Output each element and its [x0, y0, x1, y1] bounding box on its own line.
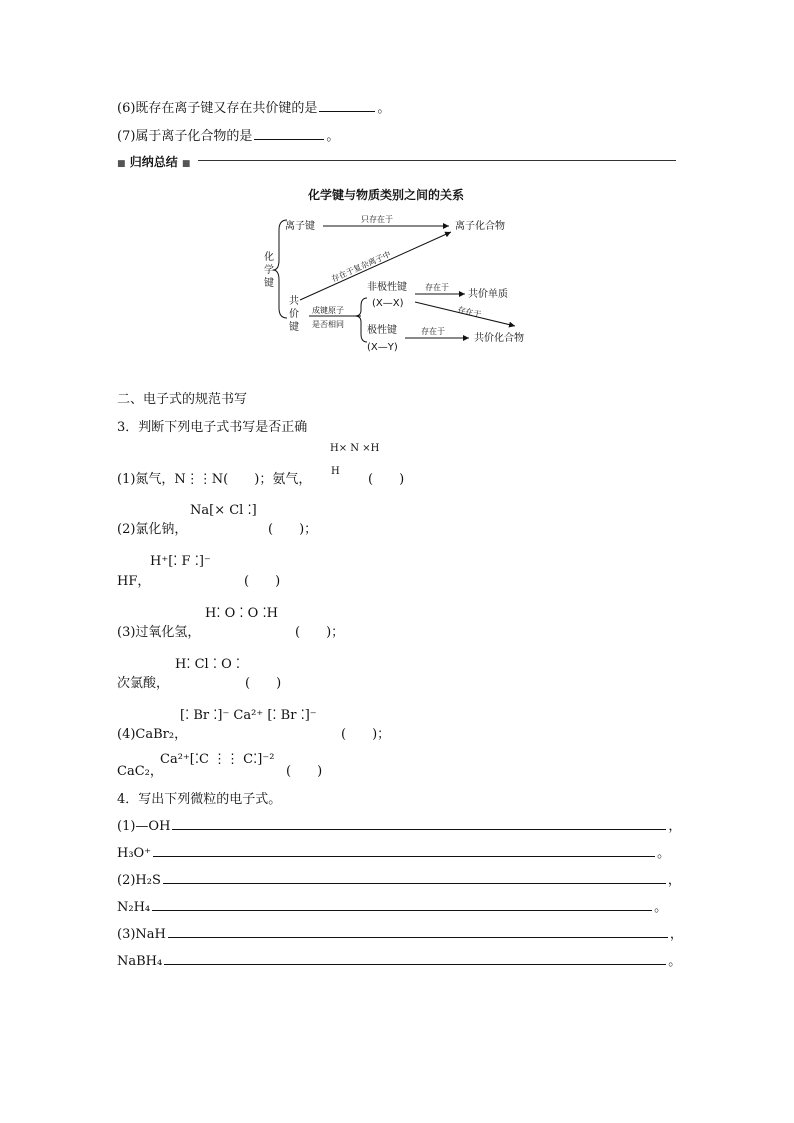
q3-item-1: (1)氮气，N⋮⋮N( )；氨气，	[117, 472, 312, 487]
nonpolar-label: 非极性键	[367, 282, 407, 293]
answer-blank[interactable]	[163, 871, 666, 884]
cac2-formula: Ca²⁺[⁚C ⋮⋮ C⁚]⁻²	[160, 752, 275, 767]
ammonia-formula-bottom: H	[331, 466, 340, 477]
h2o2-formula: H⁚ O ⁚ O ⁚H	[205, 606, 278, 621]
polar-label: 极性键	[367, 325, 397, 336]
q4-row-6: NaBH₄ 。	[117, 954, 682, 969]
summary-title: 归纳总结	[129, 155, 178, 169]
exists-in-1: 存在于	[425, 283, 449, 292]
answer-blank[interactable]	[172, 817, 666, 830]
root-char-1: 化	[264, 252, 274, 263]
hclo-label: 次氯酸，	[117, 676, 170, 691]
nonpolar-formula: (X—X)	[372, 298, 404, 309]
brace	[355, 298, 367, 342]
q4-row-4: N₂H₄ 。	[117, 900, 668, 915]
bond-relationship-diagram	[255, 210, 555, 360]
ionic-compound-label: 离子化合物	[455, 221, 505, 232]
question-7-text: (7)属于离子化合物的是	[117, 129, 253, 144]
answer-paren[interactable]: ( )；	[341, 727, 391, 742]
complex-ion-label: 存在于复杂离子中	[330, 249, 393, 284]
answer-paren[interactable]: ( )；	[295, 625, 345, 640]
hf-formula: H⁺[⁚ F ⁚]⁻	[150, 554, 211, 569]
answer-paren[interactable]: ( )	[244, 574, 281, 589]
bond-atoms-line2: 是否相同	[312, 320, 344, 329]
exists-in-3: 存在于	[421, 327, 445, 336]
bullet-icon: ■	[117, 159, 126, 169]
answer-paren[interactable]: ( )	[245, 676, 282, 691]
polar-formula: (X—Y)	[367, 342, 398, 353]
q4-row-3: (2)H₂S ，	[117, 873, 681, 888]
hf-label: HF，	[117, 574, 151, 589]
section-title: 二、电子式的规范书写	[117, 392, 248, 407]
brace	[273, 220, 287, 318]
cabr2-label: (4)CaBr₂，	[117, 727, 188, 742]
nacl-formula: Na[⨯ Cl ⁚]	[190, 503, 257, 518]
covalent-char-2: 价	[289, 309, 299, 320]
question-7: (7)属于离子化合物的是 。	[117, 129, 340, 144]
question-3-title: 3．判断下列电子式书写是否正确	[117, 420, 308, 435]
summary-divider	[198, 160, 676, 161]
answer-blank[interactable]	[254, 127, 324, 140]
cac2-label: CaC₂，	[117, 764, 163, 779]
summary-heading	[117, 153, 190, 170]
covalent-char-3: 键	[289, 322, 299, 333]
only-in-label: 只存在于	[361, 215, 393, 224]
covalent-char-1: 共	[289, 296, 299, 307]
answer-paren[interactable]: ( )；	[268, 522, 318, 537]
ionic-bond-label: 离子键	[285, 221, 315, 232]
answer-blank[interactable]	[319, 99, 375, 112]
root-char-3: 键	[264, 278, 274, 289]
q4-row-1: (1)—OH ，	[117, 819, 682, 834]
answer-blank[interactable]	[153, 844, 655, 857]
question-4-title: 4．写出下列微粒的电子式。	[117, 792, 282, 807]
nitrogen-formula: N⋮⋮N( )；	[174, 472, 273, 487]
answer-paren[interactable]: ( )	[286, 764, 323, 779]
ammonia-formula-top: H⨯ N ⨯H	[330, 443, 380, 454]
h2o2-label: (3)过氧化氢，	[117, 625, 201, 640]
q3-item-2: (2)氯化钠，	[117, 522, 188, 537]
q4-row-2: H₃O⁺ 。	[117, 846, 671, 861]
covalent-element-label: 共价单质	[468, 289, 508, 300]
q4-row-5: (3)NaH ，	[117, 927, 683, 942]
hclo-formula: H⁚ Cl ⁚ O ⁚	[175, 657, 241, 672]
exists-in-2: 存在于	[456, 305, 482, 320]
bond-atoms-line1: 成键原子	[312, 306, 344, 315]
answer-paren[interactable]: ( )	[368, 472, 405, 487]
covalent-compound-label: 共价化合物	[474, 333, 524, 344]
diagram-title: 化学键与物质类别之间的关系	[308, 188, 465, 202]
cabr2-formula: [⁚ Br ⁚]⁻ Ca²⁺ [⁚ Br ⁚]⁻	[180, 708, 317, 723]
question-6: (6)既存在离子键又存在共价键的是 。	[117, 101, 391, 116]
question-6-text: (6)既存在离子键又存在共价键的是	[117, 101, 318, 116]
root-char-2: 学	[264, 265, 274, 276]
bullet-icon: ■	[181, 159, 191, 169]
answer-blank[interactable]	[168, 925, 668, 938]
answer-blank[interactable]	[164, 952, 666, 965]
answer-blank[interactable]	[152, 898, 652, 911]
